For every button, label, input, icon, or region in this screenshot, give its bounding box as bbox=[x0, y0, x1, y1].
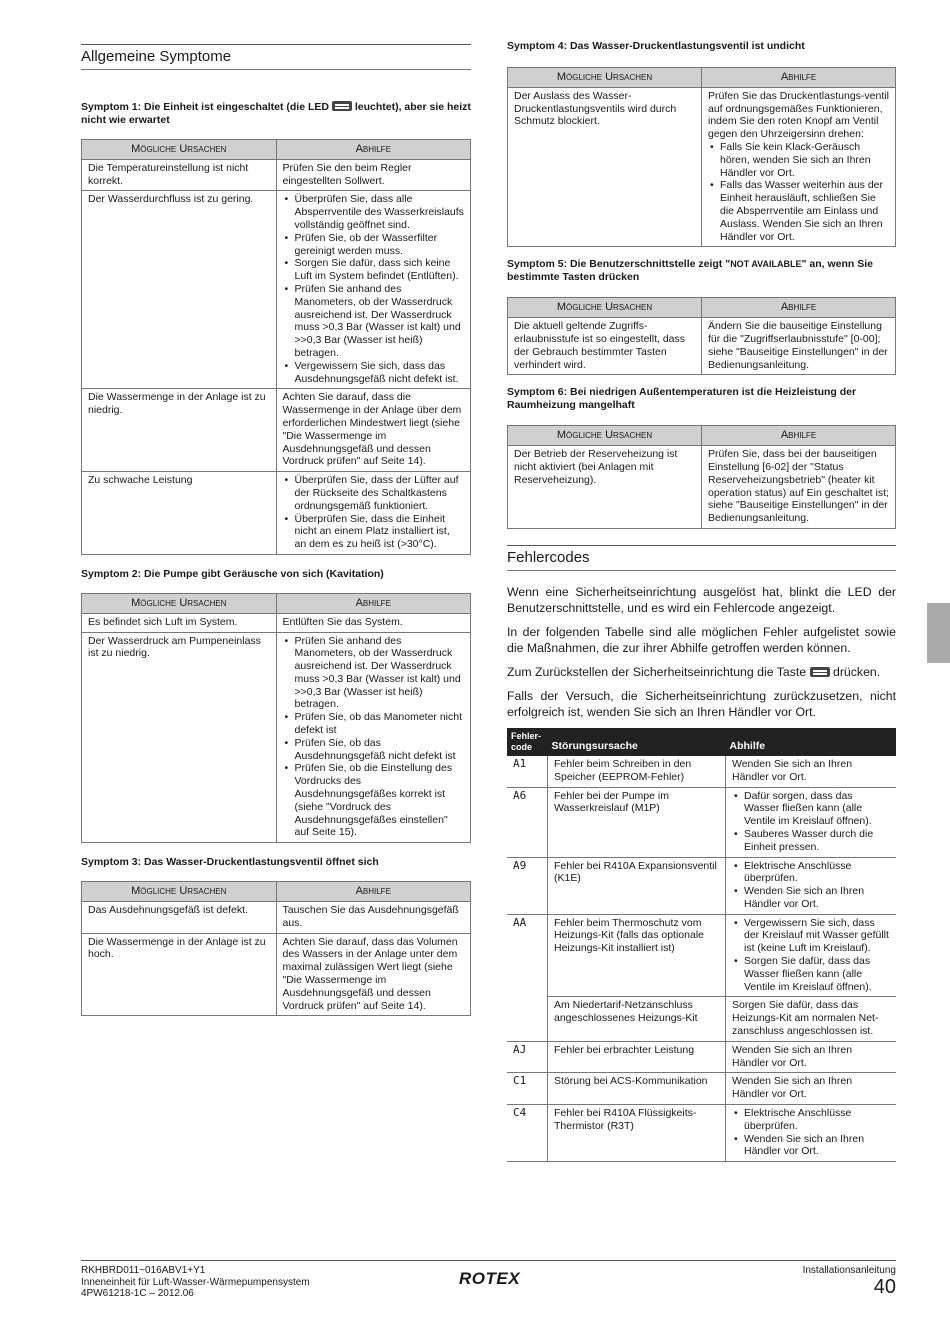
list-item: • Falls Sie kein Klack-Geräusch hören, wenden Sie sich an Ihren Händler vor Ort. bbox=[720, 141, 889, 179]
fix-cell: Entlüften Sie das System. bbox=[276, 613, 471, 632]
cause-cell: Zu schwache Leistung bbox=[82, 472, 277, 555]
col-header-fix: Abhilfe bbox=[276, 140, 471, 160]
error-code bbox=[507, 997, 548, 1041]
symptom-4-table bbox=[507, 67, 896, 247]
list-item: • Überprüfen Sie, dass alle Absperrventile des Wasserkreislaufs vollständig geöffnet sind. bbox=[295, 193, 465, 231]
paragraph: Falls der Versuch, die Sicherheitseinrichtung zurückzusetzen, nicht erfolgreich ist, wenden Sie sich an Ihren Händler vor Ort. bbox=[507, 688, 896, 719]
fix-cell: Ändern Sie die bauseitige Einstellung für die "Zugriffserlaubnisstufe" [0-00]; siehe "Bauseitige Einstellungen" in der Bedienungsanleitung. bbox=[702, 318, 896, 375]
table-row bbox=[507, 1041, 896, 1073]
error-code-table bbox=[507, 728, 896, 1162]
right-column bbox=[507, 40, 896, 1162]
cause-cell: Fehler bei R410A Expansionsventil (K1E) bbox=[548, 857, 726, 914]
list-item: • Überprüfen Sie, dass der Lüfter auf der Rückseite des Schaltkastens ordnungsgemäß funktioniert. bbox=[295, 474, 465, 512]
fix-cell bbox=[276, 191, 471, 389]
table-row bbox=[507, 1105, 896, 1162]
col-header-fix: Abhilfe bbox=[276, 882, 471, 902]
cause-cell: Der Auslass des Wasser-Druckentlastungsventils wird durch Schmutz blockiert. bbox=[508, 87, 702, 247]
chapter-tab-marker bbox=[927, 603, 950, 663]
paragraph: Wenn eine Sicherheitseinrichtung ausgelöst hat, blinkt die LED der Benutzerschnittstelle, und es wird ein Fehlercode angezeigt. bbox=[507, 584, 896, 615]
fix-cell: Prüfen Sie den beim Regler eingestellten Sollwert. bbox=[276, 159, 471, 191]
cause-cell: Störung bei ACS-Kommunikation bbox=[548, 1073, 726, 1105]
error-code: AJ bbox=[507, 1041, 548, 1073]
table-row bbox=[507, 756, 896, 787]
symptom-3-table bbox=[81, 881, 471, 1016]
table-row bbox=[508, 87, 896, 247]
table-row bbox=[82, 902, 471, 934]
table-row bbox=[82, 472, 471, 555]
symptom-5-title bbox=[507, 258, 896, 284]
cause-cell: Die Wassermenge in der Anlage ist zu niedrig. bbox=[82, 389, 277, 472]
error-code: A6 bbox=[507, 787, 548, 857]
table-row bbox=[507, 787, 896, 857]
list-item: • Prüfen Sie, ob das Manometer nicht defekt ist bbox=[295, 711, 465, 737]
fix-cell: Prüfen Sie, dass bei der bauseitigen Einstellung [6-02] der "Status Reserveheizungsbetrieb" (heater kit operation status) auf Ein geschaltet ist; siehe "Bauseitige Einstellungen" in der Bedienungsanleitung. bbox=[702, 446, 896, 529]
symptom-6-table bbox=[507, 425, 896, 529]
footer-manual-title: Installationsanleitung bbox=[802, 1265, 896, 1276]
table-row bbox=[82, 159, 471, 191]
cause-cell: Am Niedertarif-Netzanschluss angeschlossenes Heizungs-Kit bbox=[548, 997, 726, 1041]
col-header-fix: Abhilfe bbox=[726, 728, 897, 756]
col-header-cause: Mögliche Ursachen bbox=[82, 882, 277, 902]
page-number: 40 bbox=[873, 1276, 896, 1298]
error-code: A9 bbox=[507, 857, 548, 914]
symptom-4-title: Symptom 4: Das Wasser-Druckentlastungsventil ist undicht bbox=[507, 40, 805, 52]
list-item: • Falls das Wasser weiterhin aus der Einheit herausläuft, schließen Sie die Absperrventile am Einlass und Auslass. Wenden Sie sich an Ihren Händler vor Ort. bbox=[720, 179, 889, 243]
list-item: • Wenden Sie sich an Ihren Händler vor Ort. bbox=[744, 885, 890, 911]
list-item: • Prüfen Sie, ob der Wasserfilter gereinigt werden muss. bbox=[295, 232, 465, 258]
fix-cell bbox=[276, 472, 471, 555]
rotex-logo: ROTEX bbox=[459, 1269, 521, 1288]
section-heading-general-symptoms: Allgemeine Symptome bbox=[81, 44, 471, 70]
paragraph: In der folgenden Tabelle sind alle möglichen Fehler aufgelistet sowie die Maßnahmen, die zur ihrer Abhilfe getroffen werden können. bbox=[507, 624, 896, 655]
table-row bbox=[507, 1073, 896, 1105]
cause-cell: Fehler bei R410A Flüssigkeits-Thermistor (R3T) bbox=[548, 1105, 726, 1162]
paragraph-part-b: drücken. bbox=[833, 664, 881, 679]
error-code: A1 bbox=[507, 756, 548, 787]
not-available-label: NOT AVAILABLE bbox=[730, 259, 802, 270]
fix-cell: Wenden Sie sich an Ihren Händler vor Ort. bbox=[726, 1041, 897, 1073]
fix-cell bbox=[726, 914, 897, 997]
cause-cell: Der Wasserdurchfluss ist zu gering. bbox=[82, 191, 277, 389]
list-item: • Elektrische Anschlüsse überprüfen. bbox=[744, 1107, 890, 1133]
list-item: • Überprüfen Sie, dass die Einheit nicht an einem Platz installiert ist, an dem es zu heiß ist (>30°C). bbox=[295, 513, 465, 551]
footer-doc-number: 4PW61218-1C – 2012.06 bbox=[81, 1288, 194, 1299]
cause-cell: Die Wassermenge in der Anlage ist zu hoch. bbox=[82, 933, 277, 1016]
symptom-1-title-part-a: Symptom 1: Die Einheit ist eingeschaltet (die LED bbox=[81, 101, 329, 113]
table-row bbox=[508, 446, 896, 529]
page-footer bbox=[81, 1260, 896, 1299]
fix-cell: Wenden Sie sich an Ihren Händler vor Ort. bbox=[726, 756, 897, 787]
col-header-fix: Abhilfe bbox=[702, 298, 896, 318]
table-row bbox=[82, 632, 471, 843]
symptom-1-title-part-b: leuchtet), aber sie heizt nicht wie erwartet bbox=[81, 101, 471, 126]
footer-doc-info bbox=[81, 1265, 310, 1300]
left-column bbox=[81, 44, 471, 1016]
col-header-fix: Abhilfe bbox=[702, 68, 896, 88]
col-header-code: Fehler-code bbox=[507, 728, 548, 756]
fix-cell: Achten Sie darauf, dass das Volumen des Wassers in der Anlage unter dem maximal zulässigen Wert liegt (siehe "Die Wassermenge im Ausdehnungsgefäß und dessen Vordruck prüfen" auf Seite 14). bbox=[276, 933, 471, 1016]
col-header-cause: Störungsursache bbox=[548, 728, 726, 756]
footer-manual-info bbox=[803, 1265, 896, 1298]
list-item: • Elektrische Anschlüsse überprüfen. bbox=[744, 860, 890, 886]
cause-cell: Der Betrieb der Reserveheizung ist nicht aktiviert (bei Anlagen mit Reserveheizung). bbox=[508, 446, 702, 529]
list-item: • Dafür sorgen, dass das Wasser fließen kann (alle Ventile im Kreislauf öffnen). bbox=[744, 790, 890, 828]
error-code: C4 bbox=[507, 1105, 548, 1162]
fix-cell bbox=[726, 857, 897, 914]
cause-cell: Es befindet sich Luft im System. bbox=[82, 613, 277, 632]
list-item: • Vergewissern Sie sich, dass der Kreislauf mit Wasser gefüllt ist (keine Luft im Kreislauf). bbox=[744, 917, 890, 955]
cause-cell: Fehler bei der Pumpe im Wasserkreislauf (M1P) bbox=[548, 787, 726, 857]
fix-cell bbox=[726, 1105, 897, 1162]
cause-cell: Das Ausdehnungsgefäß ist defekt. bbox=[82, 902, 277, 934]
col-header-cause: Mögliche Ursachen bbox=[82, 140, 277, 160]
fix-cell bbox=[726, 787, 897, 857]
section-heading-error-codes: Fehlercodes bbox=[507, 545, 896, 571]
fix-cell: Sorgen Sie dafür, dass das Heizungs-Kit am normalen Net-zanschluss angeschlossen ist. bbox=[726, 997, 897, 1041]
list-item: • Vergewissern Sie sich, dass das Ausdehnungsgefäß nicht defekt ist. bbox=[295, 360, 465, 386]
col-header-fix: Abhilfe bbox=[276, 593, 471, 613]
symptom-5-table bbox=[507, 297, 896, 375]
cause-cell: Die Temperatureinstellung ist nicht korrekt. bbox=[82, 159, 277, 191]
cause-cell: Der Wasserdruck am Pumpeneinlass ist zu niedrig. bbox=[82, 632, 277, 843]
table-row bbox=[82, 933, 471, 1016]
paragraph bbox=[507, 664, 896, 680]
col-header-cause: Mögliche Ursachen bbox=[508, 426, 702, 446]
fix-cell: Achten Sie darauf, dass die Wassermenge in der Anlage über dem erforderlichen Mindestwert liegt (siehe "Die Wassermenge im Ausdehnungsgefäß und dessen Vordruck prüfen" auf Seite 14). bbox=[276, 389, 471, 472]
led-icon bbox=[332, 101, 352, 111]
cause-cell: Fehler beim Thermoschutz vom Heizungs-Kit (falls das optionale Heizungs-Kit installiert ist) bbox=[548, 914, 726, 997]
paragraph-part-a: Zum Zurückstellen der Sicherheitseinrichtung die Taste bbox=[507, 664, 807, 679]
table-row bbox=[82, 613, 471, 632]
col-header-cause: Mögliche Ursachen bbox=[508, 68, 702, 88]
error-code: C1 bbox=[507, 1073, 548, 1105]
list-item: • Prüfen Sie, ob die Einstellung des Vordrucks des Ausdehnungsgefäßes korrekt ist (siehe "Vordruck des Ausdehnungsgefäßes einstellen" auf Seite 15). bbox=[295, 762, 465, 839]
symptom-5-title-part-a: Symptom 5: Die Benutzerschnittstelle zeigt " bbox=[507, 258, 731, 271]
list-item: • Sorgen Sie dafür, dass das Wasser fließen kann (alle Ventile im Kreislauf öffnen). bbox=[744, 955, 890, 993]
col-header-fix: Abhilfe bbox=[702, 426, 896, 446]
table-row bbox=[82, 191, 471, 389]
fix-cell: Wenden Sie sich an Ihren Händler vor Ort. bbox=[726, 1073, 897, 1105]
col-header-cause: Mögliche Ursachen bbox=[82, 593, 277, 613]
fix-cell bbox=[276, 632, 471, 843]
cause-cell: Fehler bei erbrachter Leistung bbox=[548, 1041, 726, 1073]
col-header-cause: Mögliche Ursachen bbox=[508, 298, 702, 318]
list-item: • Wenden Sie sich an Ihren Händler vor Ort. bbox=[744, 1133, 890, 1159]
list-item: • Sorgen Sie dafür, dass sich keine Luft im System befindet (Entlüften). bbox=[295, 257, 465, 283]
table-row bbox=[82, 389, 471, 472]
table-row bbox=[507, 857, 896, 914]
table-row bbox=[508, 318, 896, 375]
symptom-2-table bbox=[81, 593, 471, 843]
symptom-3-title: Symptom 3: Das Wasser-Druckentlastungsventil öffnet sich bbox=[81, 856, 379, 869]
list-item: • Sauberes Wasser durch die Einheit pressen. bbox=[744, 828, 890, 854]
footer-model: RKHBRD011~016ABV1+Y1 bbox=[81, 1265, 206, 1276]
symptom-2-title: Symptom 2: Die Pumpe gibt Geräusche von sich (Kavitation) bbox=[81, 567, 384, 580]
list-item: • Prüfen Sie anhand des Manometers, ob der Wasserdruck ausreichend ist. Der Wasserdruck muss >0,3 Bar (Wasser ist kalt) und >>0,3 Bar (Wasser ist heiß) betragen. bbox=[295, 283, 465, 360]
fix-intro: Prüfen Sie das Druckentlastungs-ventil auf ordnungsgemäßes Funktionieren, indem Sie den roten Knopf am Ventil gegen den Uhrzeigersinn drehen: bbox=[708, 89, 889, 141]
table-row bbox=[507, 914, 896, 997]
footer-description: Inneneinheit für Luft-Wasser-Wärmepumpensystem bbox=[81, 1276, 310, 1288]
symptom-6-title: Symptom 6: Bei niedrigen Außentemperaturen ist die Heizleistung der Raumheizung mangelhaft bbox=[507, 386, 857, 412]
fix-cell bbox=[702, 87, 896, 247]
fix-cell: Tauschen Sie das Ausdehnungsgefäß aus. bbox=[276, 902, 471, 934]
list-item: • Prüfen Sie anhand des Manometers, ob der Wasserdruck ausreichend ist. Der Wasserdruck muss >0,3 Bar (Wasser ist kalt) und >>0,3 Bar (Wasser ist heiß) betragen. bbox=[295, 635, 465, 712]
cause-cell: Die aktuell geltende Zugriffs-erlaubnisstufe ist so eingestellt, dass der Gebrauch bestimmter Tasten verhindert wird. bbox=[508, 318, 702, 375]
symptom-1-table bbox=[81, 139, 471, 555]
table-row bbox=[507, 997, 896, 1041]
symptom-1-title bbox=[81, 101, 471, 127]
cause-cell: Fehler beim Schreiben in den Speicher (EEPROM-Fehler) bbox=[548, 756, 726, 787]
error-code: AA bbox=[513, 915, 527, 929]
symptom-5-title-part-b: " an, wenn Sie bestimmte Tasten drücken bbox=[507, 258, 874, 284]
reset-button-icon bbox=[810, 667, 830, 677]
list-item: • Prüfen Sie, ob das Ausdehnungsgefäß nicht defekt ist bbox=[295, 737, 465, 763]
